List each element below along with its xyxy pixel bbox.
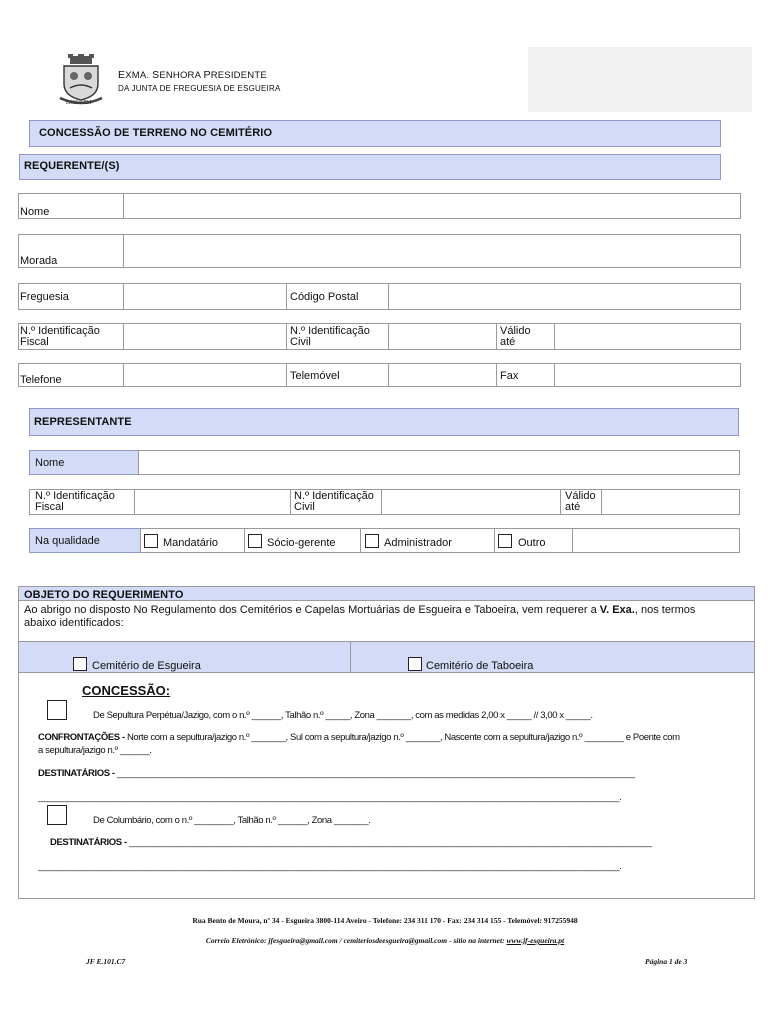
req-nif-label-2: Fiscal [20, 336, 49, 348]
destinatarios-1-line1 [38, 768, 738, 779]
logo-caption: ESGUEIRA [66, 100, 92, 106]
req-telemovel-label: Telemóvel [290, 370, 340, 382]
destinatarios-1-blank: __________________________________________________________________________________________________________ [116, 768, 635, 779]
option-administrador-label: Administrador [384, 537, 452, 549]
req-nif-label-1: N.º Identificação [20, 325, 100, 337]
footer-contacts [0, 936, 770, 945]
checkbox-cemiterio-esgueira[interactable] [73, 657, 87, 671]
req-nic-label-2: Civil [290, 336, 311, 348]
destinatarios-1-line2: _______________________________________________________________________________________________________________________. [38, 792, 622, 803]
req-cp-label: Código Postal [290, 291, 359, 303]
title-rest-3: RESIDENTE [210, 70, 267, 81]
title-cap-p: P [203, 69, 211, 81]
req-telefone-label: Telefone [20, 374, 62, 386]
rep-valido-field[interactable] [601, 489, 740, 515]
confrontacoes-text: Norte com a sepultura/jazigo n.º _______, Sul com a sepultura/jazigo n.º _______, Nascente com a sepultura/jazigo n.º ________ e Poente com [126, 732, 680, 743]
req-morada-label: Morada [20, 255, 58, 267]
representante-header-bar [29, 408, 739, 436]
cemiterio-esgueira-label: Cemitério de Esgueira [92, 660, 201, 672]
requerente-header-bar [19, 154, 721, 180]
sepultura-line: De Sepultura Perpétua/Jazigo, com o n.º ______, Talhão n.º _____, Zona _______, com as medidas 2,00 x _____ // 3,00 x _____. [93, 710, 593, 721]
req-fax-label: Fax [500, 370, 519, 382]
rep-nic-label-1: N.º Identificação [294, 490, 374, 502]
checkbox-cemiterio-taboeira[interactable] [408, 657, 422, 671]
destinatarios-2-line1 [50, 837, 740, 848]
title-rest-1: XMA. [125, 70, 153, 81]
addressee-title [118, 69, 267, 81]
req-nic-label-1: N.º Identificação [290, 325, 370, 337]
objeto-intro-a: Ao abrigo no disposto No Regulamento dos Cemitérios e Capelas Mortuárias de Esgueira e Taboeira, vem requerer a [24, 604, 600, 616]
rep-nif-field[interactable] [134, 489, 291, 515]
req-valido-field[interactable] [554, 323, 741, 350]
footer-address: Rua Bento de Moura, nº 34 - Esgueira 3800-114 Aveiro - Telefone: 234 311 170 - Fax: 234 314 155 - Telemóvel: 917255948 [192, 916, 578, 925]
confrontacoes-label: CONFRONTAÇÕES - [38, 732, 127, 743]
confrontacoes-line2: a sepultura/jazigo n.º ______. [38, 745, 152, 756]
option-mandatario-label: Mandatário [163, 537, 219, 549]
columbario-line: De Columbário, com o n.º ________, Talhão n.º ______, Zona _______. [93, 815, 371, 826]
parish-logo [56, 54, 106, 106]
concessao-title: CONCESSÃO: [82, 683, 171, 698]
footer-email: Correio Eletrónico: jfesgueira@gmail.com / cemiteriosdeesgueira@gmail.com - sítio na internet: [205, 936, 507, 945]
requerente-header: REQUERENTE/(S) [24, 160, 120, 172]
rep-qualidade-divider-1 [244, 528, 245, 553]
rep-nome-label: Nome [35, 457, 65, 469]
destinatarios-1-label: DESTINATÁRIOS - [38, 768, 117, 779]
coat-of-arms-icon [56, 54, 106, 106]
req-telemovel-field[interactable] [388, 363, 497, 387]
rep-nif-label-2: Fiscal [35, 501, 64, 513]
destinatarios-2-blank: ___________________________________________________________________________________________________________ [128, 837, 652, 848]
objeto-intro-line2: abaixo identificados: [24, 617, 124, 629]
destinatarios-2-line2: _______________________________________________________________________________________________________________________. [38, 861, 622, 872]
rep-nome-field[interactable] [138, 450, 740, 475]
req-fax-field[interactable] [554, 363, 741, 387]
form-title: CONCESSÃO DE TERRENO NO CEMITÉRIO [39, 127, 273, 139]
objeto-header: OBJETO DO REQUERIMENTO [24, 589, 184, 601]
req-nome-label: Nome [20, 206, 50, 218]
cemiterio-taboeira-label: Cemitério de Taboeira [426, 660, 534, 672]
title-rest-2: ENHORA [159, 70, 204, 81]
title-cap-e: E [118, 69, 126, 81]
req-valido-label-1: Válido [500, 325, 531, 337]
rep-qualidade-divider-2 [360, 528, 361, 553]
confrontacoes-line1 [38, 732, 680, 743]
rep-nic-label-2: Civil [294, 501, 315, 513]
destinatarios-2-label: DESTINATÁRIOS - [50, 837, 129, 848]
objeto-intro-b: , nos termos [634, 604, 696, 616]
option-outro-label: Outro [518, 537, 546, 549]
req-freguesia-label: Freguesia [20, 291, 69, 303]
req-nic-field[interactable] [388, 323, 497, 350]
rep-valido-label-2: até [565, 501, 581, 513]
req-nome-field[interactable] [123, 193, 741, 219]
addressee-subtitle: DA JUNTA DE FREGUESIA DE ESGUEIRA [118, 84, 281, 93]
objeto-intro [24, 604, 749, 617]
req-cp-field[interactable] [388, 283, 741, 310]
footer-page-number: Página 1 de 3 [645, 957, 688, 966]
req-nif-field[interactable] [123, 323, 287, 350]
footer-form-code: JF E.101.C7 [86, 957, 126, 966]
representante-header: REPRESENTANTE [34, 416, 132, 428]
registration-stamp-area [528, 47, 752, 112]
req-telefone-field[interactable] [123, 363, 287, 387]
rep-qualidade-label: Na qualidade [35, 535, 100, 547]
checkbox-outro[interactable] [498, 534, 512, 548]
req-morada-field[interactable] [123, 234, 741, 268]
req-valido-label-2: até [500, 336, 516, 348]
checkbox-mandatario[interactable] [144, 534, 158, 548]
checkbox-sepultura[interactable] [47, 700, 67, 720]
option-socio-gerente-label: Sócio-gerente [267, 537, 336, 549]
title-cap-s: S [152, 69, 160, 81]
checkbox-columbario[interactable] [47, 805, 67, 825]
checkbox-socio-gerente[interactable] [248, 534, 262, 548]
req-freguesia-field[interactable] [123, 283, 287, 310]
rep-nic-field[interactable] [381, 489, 561, 515]
rep-qualidade-divider-3 [494, 528, 495, 553]
checkbox-administrador[interactable] [365, 534, 379, 548]
rep-valido-label-1: Válido [565, 490, 596, 502]
rep-qualidade-divider-4 [572, 528, 573, 553]
footer-website-link[interactable]: www.jf-esgueira.pt [506, 936, 565, 945]
rep-nif-label-1: N.º Identificação [35, 490, 115, 502]
objeto-intro-bold: V. Exa. [599, 604, 635, 616]
